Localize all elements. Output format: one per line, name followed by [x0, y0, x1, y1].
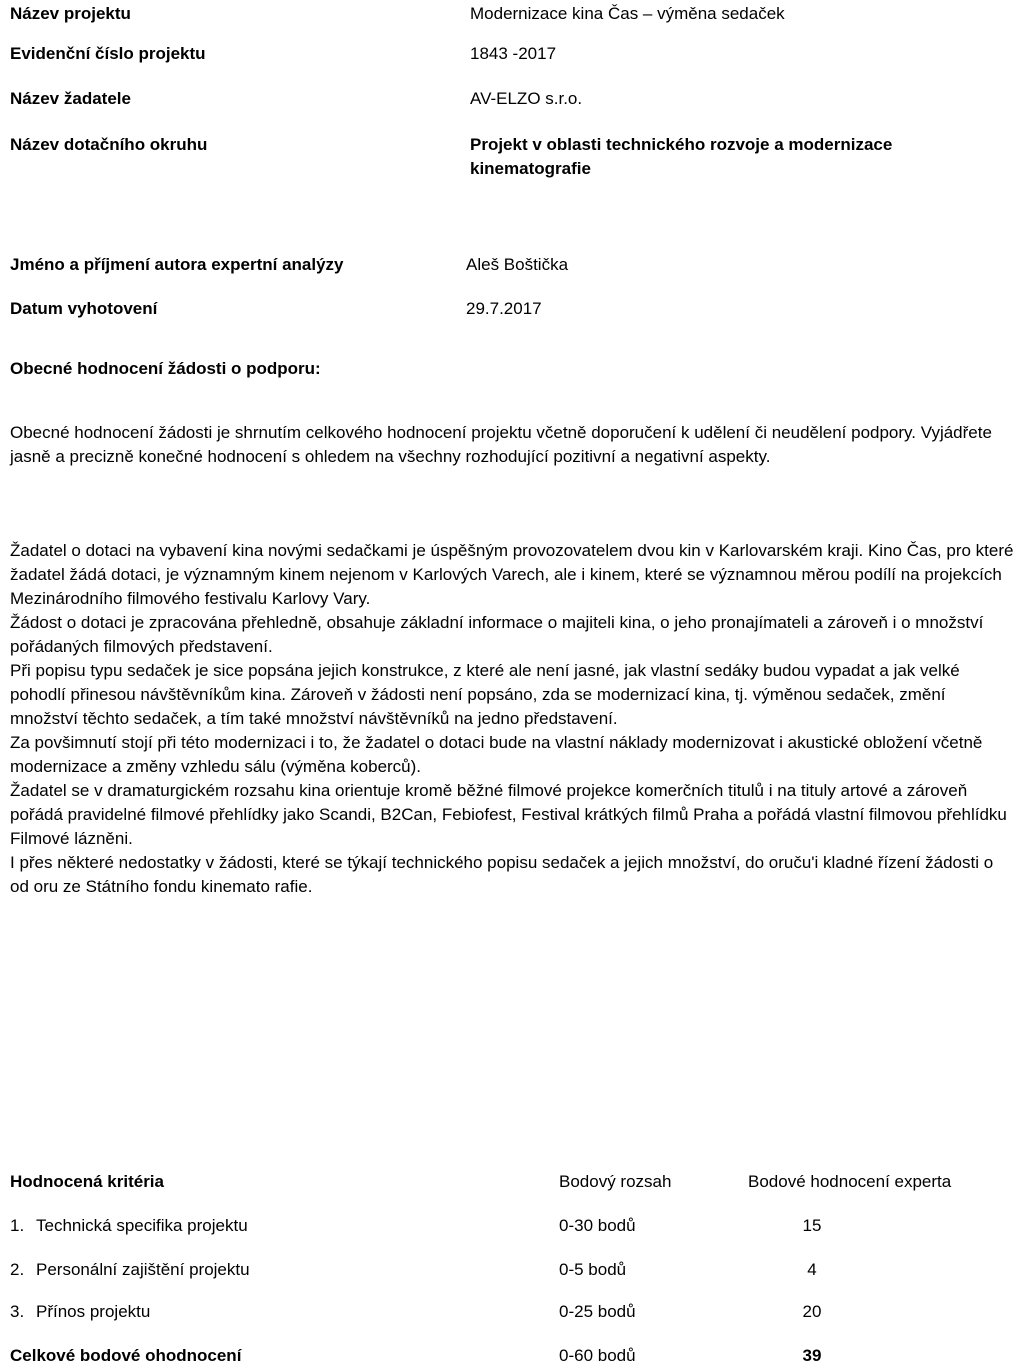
criteria-range: 0-25 bodů	[559, 1302, 636, 1321]
criteria-name: Personální zajištění projektu	[36, 1260, 250, 1279]
date-label: Datum vyhotovení	[10, 299, 158, 318]
author-label: Jméno a příjmení autora expertní analýzy	[10, 255, 344, 274]
grant-circuit-label: Název dotačního okruhu	[10, 135, 208, 154]
project-name-row	[10, 2, 1010, 26]
author-row	[10, 253, 1010, 277]
criteria-header-row	[10, 1170, 1010, 1196]
criteria-total-score: 39	[802, 1346, 822, 1365]
criteria-name: Přínos projektu	[36, 1302, 151, 1321]
evaluation-paragraph: Za povšimnutí stojí při této modernizaci i to, že žadatel o dotaci bude na vlastní náklady modernizovat i akustické obložení včetně modernizace a změny vzhledu sálu (výměna koberců).	[10, 733, 983, 776]
criteria-range: 0-5 bodů	[559, 1260, 627, 1279]
criteria-total-row	[10, 1344, 1010, 1370]
project-number-value: 1843 -2017	[470, 44, 557, 63]
evaluation-paragraph: Žadatel o dotaci na vybavení kina novými sedačkami je úspěšným provozovatelem dvou kin v Karlovarském kraji. Kino Čas, pro které žadatel žádá dotaci, je významným kinem nejenom v Karlových Varech, ale i kinem, které se významnou měrou podílí na projekcích Mezinárodního filmového festivalu Karlovy Vary.	[10, 541, 1014, 608]
evaluation-paragraph: Žádost o dotaci je zpracována přehledně, obsahuje základní informace o majiteli kina, o jeho pronajímateli a zároveň i o množství pořádaných filmových představení.	[10, 613, 984, 656]
project-name-value: Modernizace kina Čas – výměna sedaček	[470, 4, 785, 23]
grant-circuit-value: Projekt v oblasti technického rozvoje a modernizace kinematografie	[470, 135, 893, 178]
project-number-row	[10, 42, 1010, 66]
criteria-number: 1.	[10, 1216, 25, 1235]
grant-circuit-row	[10, 133, 1010, 183]
date-row	[10, 297, 1010, 321]
criteria-score: 4	[807, 1260, 817, 1279]
evaluation-paragraph: I přes některé nedostatky v žádosti, které se týkají technického popisu sedaček a jejich množství, do oruču'i kladné řízení žádosti o od oru ze Státního fondu kinemato rafie.	[10, 853, 994, 896]
criteria-col-name: Hodnocená kritéria	[10, 1172, 164, 1191]
evaluation-body	[10, 539, 1014, 899]
criteria-total-label: Celkové bodové ohodnocení	[10, 1346, 242, 1365]
criteria-col-range: Bodový rozsah	[559, 1172, 672, 1191]
instruction-text: Obecné hodnocení žádosti je shrnutím celkového hodnocení projektu včetně doporučení k udělení či neudělení podpory. Vyjádřete jasně a precizně konečné hodnocení s ohledem na všechny rozhodující pozitivní a negativní aspekty.	[10, 423, 992, 466]
criteria-total-range: 0-60 bodů	[559, 1346, 636, 1365]
applicant-value: AV-ELZO s.r.o.	[470, 89, 583, 108]
criteria-name: Technická specifika projektu	[36, 1216, 248, 1235]
project-name-label: Název projektu	[10, 4, 131, 23]
criteria-number: 3.	[10, 1302, 25, 1321]
author-value: Aleš Boštička	[466, 255, 569, 274]
evaluation-paragraph: Žadatel se v dramaturgickém rozsahu kina orientuje kromě běžné filmové projekce komerčních titulů i na tituly artové a zároveň pořádá pravidelné filmové přehlídky jako Scandi, B2Can, Febiofest, Festival krátkých filmů Praha a pořádá vlastní filmovou přehlídku Filmové lázněni.	[10, 781, 1007, 848]
criteria-row	[10, 1300, 1010, 1326]
criteria-score: 20	[802, 1302, 822, 1321]
criteria-row	[10, 1258, 1010, 1284]
date-value: 29.7.2017	[466, 299, 542, 318]
applicant-label: Název žadatele	[10, 89, 131, 108]
general-evaluation-heading: Obecné hodnocení žádosti o podporu:	[10, 359, 321, 378]
evaluation-paragraph: Při popisu typu sedaček je sice popsána jejich konstrukce, z které ale není jasné, jak vlastní sedáky budou vypadat a jak velké pohodlí přinesou návštěvníkům kina. Zároveň v žádosti není popsáno, zda se modernizací kina, tj. výměnou sedaček, změní množství těchto sedaček, a tím také množství návštěvníků na jedno představení.	[10, 661, 960, 728]
criteria-score: 15	[802, 1216, 822, 1235]
criteria-number: 2.	[10, 1260, 25, 1279]
applicant-row	[10, 87, 1010, 111]
project-number-label: Evidenční číslo projektu	[10, 44, 206, 63]
criteria-col-score: Bodové hodnocení experta	[748, 1172, 952, 1191]
criteria-range: 0-30 bodů	[559, 1216, 636, 1235]
criteria-row	[10, 1214, 1010, 1240]
